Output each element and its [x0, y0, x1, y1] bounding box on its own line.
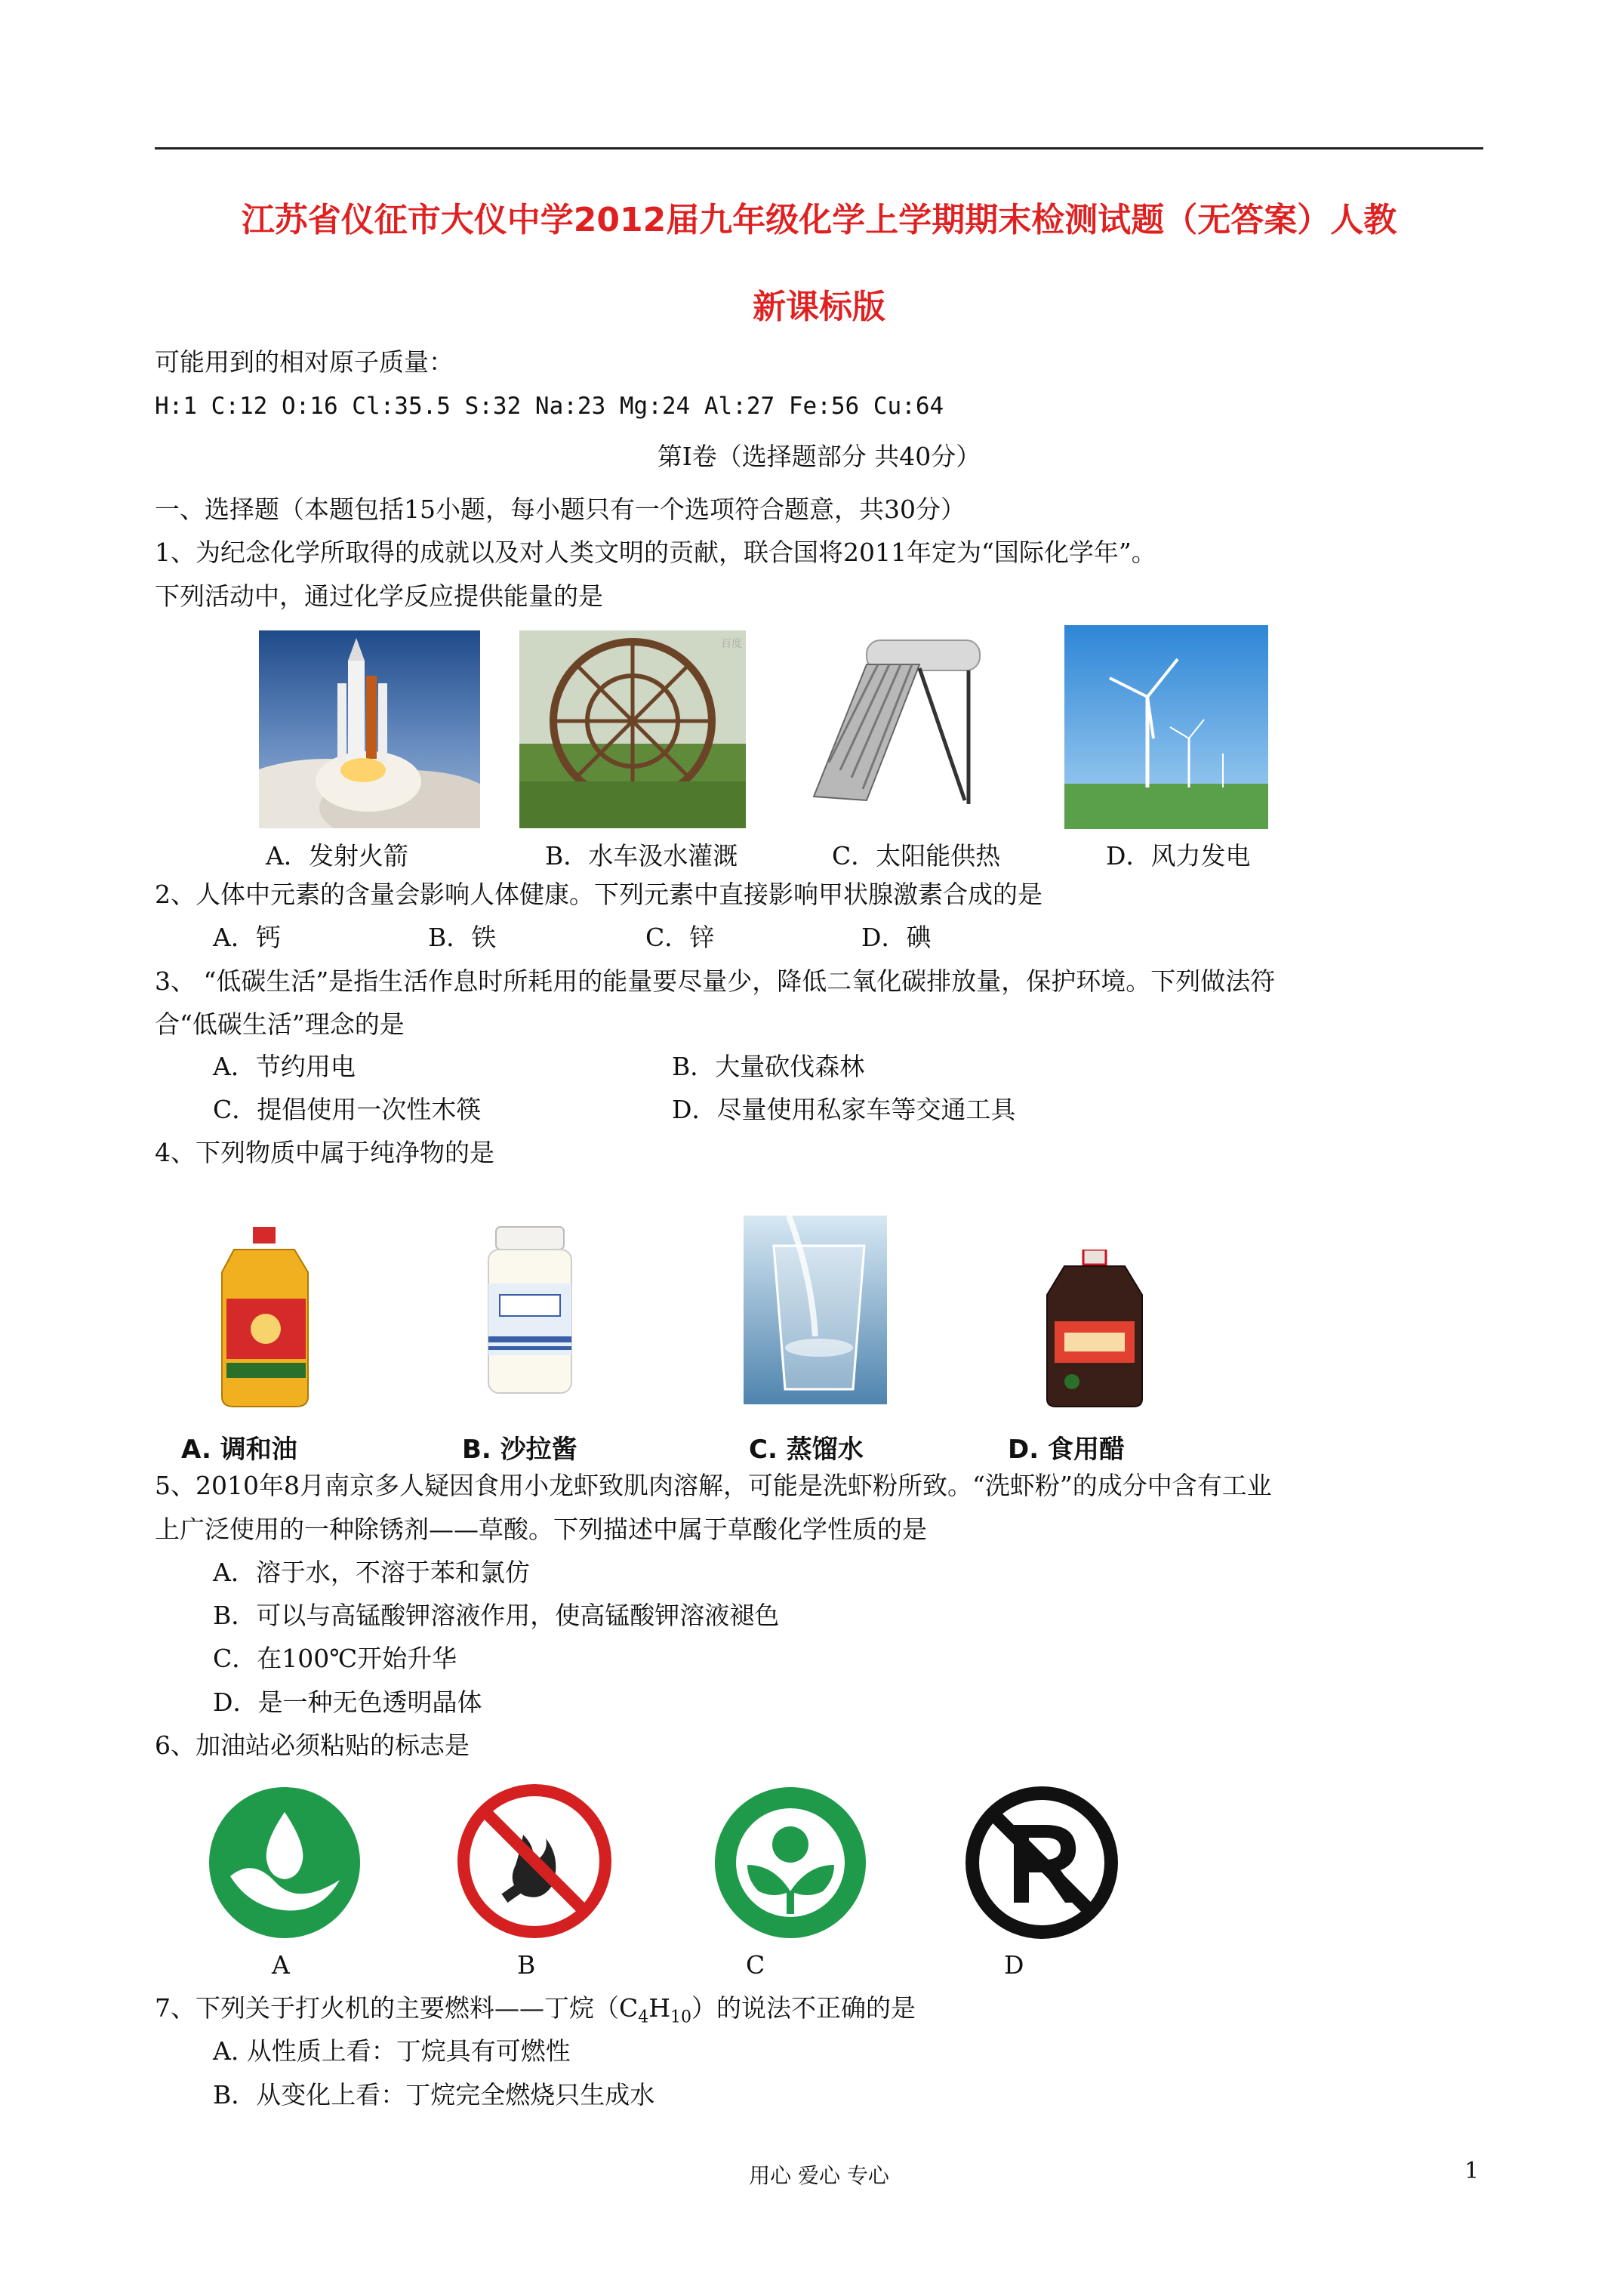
q7-stem-mid: H	[648, 1993, 671, 2023]
q3-option-d: D．尽量使用私家车等交通工具	[672, 1095, 1016, 1124]
q7-option-b: B．从变化上看：丁烷完全燃烧只生成水	[213, 2080, 655, 2110]
q6-option-b: B	[517, 1950, 536, 1980]
q2-option-d: D．碘	[861, 923, 932, 952]
q2-option-a: A．钙	[213, 923, 281, 952]
q1-stem-line1: 1、为纪念化学所取得的成就以及对人类文明的贡献，联合国将2011年定为“国际化学年”。	[155, 538, 1156, 567]
q6-option-a: A	[272, 1950, 290, 1980]
salad-dressing-image	[477, 1223, 583, 1397]
q5-stem-line2: 上广泛使用的一种除锈剂——草酸。下列描述中属于草酸化学性质的是	[155, 1515, 927, 1544]
solar-heater-image	[806, 627, 995, 827]
q3-stem-line2: 合“低碳生活”理念的是	[155, 1009, 405, 1039]
distilled-water-image	[744, 1216, 887, 1404]
q5-option-d: D．是一种无色透明晶体	[213, 1687, 482, 1717]
no-fire-sign-icon	[455, 1782, 614, 1940]
q4-option-a: A. 调和油	[181, 1435, 297, 1465]
q5-option-b: B．可以与高锰酸钾溶液作用，使高锰酸钾溶液褪色	[213, 1601, 780, 1630]
water-saving-sign-icon	[208, 1786, 362, 1940]
q5-option-c: C．在100℃开始升华	[213, 1644, 457, 1673]
no-registered-sign-icon	[962, 1783, 1121, 1942]
q7-sub-carbon: 4	[638, 2008, 649, 2027]
q2-option-c: C．锌	[645, 923, 715, 952]
q3-option-c: C．提倡使用一次性木筷	[213, 1095, 482, 1124]
page-number: 1	[1464, 2158, 1480, 2184]
page-footer: 用心 爱心 专心	[749, 2163, 889, 2188]
document-title-line1: 江苏省仪征市大仪中学2012届九年级化学上学期期末检测试题（无答案）人教	[241, 201, 1397, 239]
q5-stem-line1: 5、2010年8月南京多人疑因食用小龙虾致肌肉溶解，可能是洗虾粉所致。“洗虾粉”的成分中含有工业	[155, 1471, 1272, 1500]
atomic-mass-values: H:1 C:12 O:16 Cl:35.5 S:32 Na:23 Mg:24 Al:27 Fe:56 Cu:64	[155, 393, 944, 420]
q1-option-a: A．发射火箭	[266, 841, 408, 871]
part1-instructions: 一、选择题（本题包括15小题，每小题只有一个选项符合题意，共30分）	[155, 495, 965, 524]
atomic-mass-label: 可能用到的相对原子质量：	[155, 347, 454, 377]
section-heading: 第Ⅰ卷（选择题部分 共40分）	[657, 442, 981, 471]
image-watermark: 百度	[721, 638, 742, 650]
q3-option-a: A．节约用电	[213, 1052, 356, 1081]
q7-option-a: A. 从性质上看：丁烷具有可燃性	[213, 2036, 571, 2066]
water-wheel-image	[519, 630, 746, 828]
vinegar-image	[1038, 1250, 1151, 1408]
q7-stem-post: ）的说法不正确的是	[691, 1993, 916, 2023]
q4-option-b: B. 沙拉酱	[462, 1435, 577, 1465]
q4-option-d: D. 食用醋	[1008, 1435, 1125, 1465]
q4-stem: 4、下列物质中属于纯净物的是	[155, 1138, 494, 1167]
q7-stem	[155, 1993, 916, 2033]
q1-option-c: C．太阳能供热	[832, 841, 1001, 871]
q3-stem-line1: 3、 “低碳生活”是指生活作息时所耗用的能量要尽量少，降低二氧化碳排放量，保护环境。下列做法符	[155, 966, 1276, 996]
rocket-launch-image	[259, 630, 480, 828]
q1-stem-line2: 下列活动中，通过化学反应提供能量的是	[155, 581, 603, 611]
q2-option-b: B．铁	[428, 923, 497, 952]
blended-oil-image	[211, 1227, 321, 1408]
q6-option-c: C	[746, 1950, 765, 1980]
top-rule	[155, 147, 1483, 149]
wind-turbine-image	[1064, 625, 1268, 829]
q4-option-c: C. 蒸馏水	[749, 1435, 864, 1465]
q7-sub-hydrogen: 10	[670, 2008, 692, 2027]
document-title-line2: 新课标版	[753, 288, 885, 326]
q5-option-a: A．溶于水，不溶于苯和氯仿	[213, 1558, 530, 1587]
q6-option-d: D	[1004, 1950, 1024, 1980]
q1-option-b: B．水车汲水灌溉	[545, 841, 738, 871]
q7-stem-pre: 7、下列关于打火机的主要燃料——丁烷（C	[155, 1993, 639, 2023]
q2-stem: 2、人体中元素的含量会影响人体健康。下列元素中直接影响甲状腺激素合成的是	[155, 880, 1042, 909]
green-food-sign-icon	[713, 1786, 868, 1940]
q1-option-d: D．风力发电	[1106, 841, 1251, 871]
q3-option-b: B．大量砍伐森林	[672, 1052, 865, 1081]
q6-stem: 6、加油站必须粘贴的标志是	[155, 1730, 470, 1760]
